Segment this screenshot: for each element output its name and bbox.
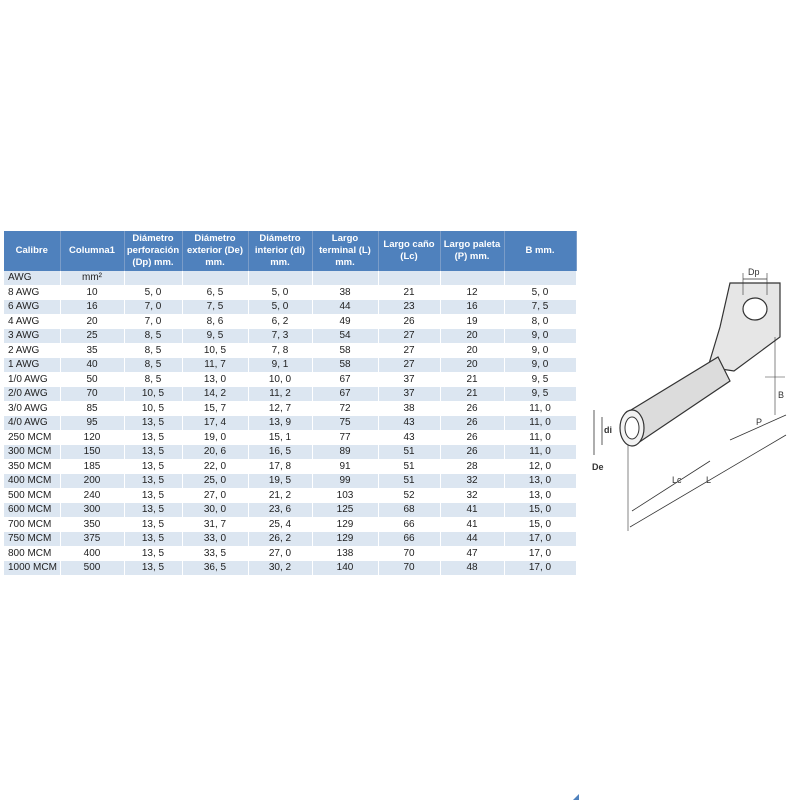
- table-row: [4, 329, 576, 344]
- table-cell: 26, 2: [248, 532, 312, 547]
- table-cell: 70: [378, 561, 440, 576]
- table-cell: 30, 2: [248, 561, 312, 576]
- table-cell: 700 MCM: [4, 517, 60, 532]
- table-cell: 8, 5: [124, 343, 182, 358]
- table-cell: 13, 5: [124, 430, 182, 445]
- table-cell: 72: [312, 401, 378, 416]
- table-cell: 15, 1: [248, 430, 312, 445]
- table-cell: 77: [312, 430, 378, 445]
- table-row: [4, 430, 576, 445]
- table-cell: 17, 0: [504, 561, 576, 576]
- terminal-lug-drawing: [590, 265, 800, 545]
- table-cell: 103: [312, 488, 378, 503]
- table-cell: 9, 0: [504, 358, 576, 373]
- table-cell: 12, 0: [504, 459, 576, 474]
- table-cell: 26: [378, 314, 440, 329]
- table-cell: 32: [440, 488, 504, 503]
- table-cell: 21, 2: [248, 488, 312, 503]
- table-cell: 8, 6: [182, 314, 248, 329]
- table-row: [4, 416, 576, 431]
- table-cell: 400: [60, 546, 124, 561]
- table-row: [4, 372, 576, 387]
- table-cell: 30, 0: [182, 503, 248, 518]
- column-header-7: Largo paleta (P) mm.: [440, 231, 504, 271]
- table-cell: 25, 4: [248, 517, 312, 532]
- table-cell: 52: [378, 488, 440, 503]
- table-cell: 1000 MCM: [4, 561, 60, 576]
- table-cell: 50: [60, 372, 124, 387]
- table-cell: 9, 0: [504, 343, 576, 358]
- table-cell: 19: [440, 314, 504, 329]
- table-cell: 20: [440, 329, 504, 344]
- table-cell: 1 AWG: [4, 358, 60, 373]
- table-cell: 4/0 AWG: [4, 416, 60, 431]
- table-row: [4, 474, 576, 489]
- table-cell: 66: [378, 517, 440, 532]
- table-cell: 2 AWG: [4, 343, 60, 358]
- table-cell: 140: [312, 561, 378, 576]
- table-row: [4, 300, 576, 315]
- table-cell: 11, 0: [504, 401, 576, 416]
- units-cell: mm²: [60, 271, 124, 285]
- table-cell: 750 MCM: [4, 532, 60, 547]
- table-cell: 38: [378, 401, 440, 416]
- table-cell: 8, 5: [124, 358, 182, 373]
- table-cell: 13, 5: [124, 474, 182, 489]
- table-cell: 7, 3: [248, 329, 312, 344]
- table-cell: 129: [312, 532, 378, 547]
- table-cell: 43: [378, 416, 440, 431]
- table-cell: 41: [440, 517, 504, 532]
- column-header-5: Largo terminal (L) mm.: [312, 231, 378, 271]
- column-header-6: Largo caño (Lc): [378, 231, 440, 271]
- table-cell: 3/0 AWG: [4, 401, 60, 416]
- table-cell: 8, 5: [124, 329, 182, 344]
- table-cell: 200: [60, 474, 124, 489]
- table-cell: 48: [440, 561, 504, 576]
- table-cell: 43: [378, 430, 440, 445]
- table-cell: 7, 0: [124, 314, 182, 329]
- table-cell: 15, 0: [504, 503, 576, 518]
- table-row: [4, 503, 576, 518]
- table-cell: 3 AWG: [4, 329, 60, 344]
- table-cell: 600 MCM: [4, 503, 60, 518]
- units-cell: [182, 271, 248, 285]
- table-cell: 185: [60, 459, 124, 474]
- table-cell: 250 MCM: [4, 430, 60, 445]
- table-cell: 32: [440, 474, 504, 489]
- table-cell: 26: [440, 401, 504, 416]
- table-cell: 138: [312, 546, 378, 561]
- table-cell: 17, 8: [248, 459, 312, 474]
- table-cell: 38: [312, 285, 378, 300]
- table-cell: 11, 0: [504, 416, 576, 431]
- table-cell: 15, 7: [182, 401, 248, 416]
- table-row: [4, 532, 576, 547]
- units-cell: [248, 271, 312, 285]
- table-cell: 375: [60, 532, 124, 547]
- table-cell: 16: [60, 300, 124, 315]
- table-cell: 95: [60, 416, 124, 431]
- table-cell: 8, 0: [504, 314, 576, 329]
- table-row: [4, 546, 576, 561]
- table-cell: 16, 5: [248, 445, 312, 460]
- table-cell: 33, 5: [182, 546, 248, 561]
- table-cell: 58: [312, 358, 378, 373]
- table-cell: 13, 0: [504, 488, 576, 503]
- b-label: B: [778, 390, 785, 400]
- table-cell: 11, 7: [182, 358, 248, 373]
- lc-label: Lc: [672, 475, 682, 485]
- table-cell: 13, 5: [124, 488, 182, 503]
- table-cell: 89: [312, 445, 378, 460]
- table-cell: 85: [60, 401, 124, 416]
- units-cell: [378, 271, 440, 285]
- column-header-2: Diámetro perforación (Dp) mm.: [124, 231, 182, 271]
- table-cell: 27: [378, 329, 440, 344]
- lug-hole: [743, 298, 767, 320]
- table-cell: 27: [378, 358, 440, 373]
- table-cell: 13, 5: [124, 561, 182, 576]
- table-cell: 19, 5: [248, 474, 312, 489]
- table-cell: 14, 2: [182, 387, 248, 402]
- column-header-0: Calibre: [4, 231, 60, 271]
- table-cell: 22, 0: [182, 459, 248, 474]
- table-row: [4, 387, 576, 402]
- table-cell: 120: [60, 430, 124, 445]
- table-row: [4, 488, 576, 503]
- table-cell: 1/0 AWG: [4, 372, 60, 387]
- table-cell: 37: [378, 372, 440, 387]
- di-label: di: [604, 425, 612, 435]
- table-cell: 7, 5: [504, 300, 576, 315]
- column-header-1: Columna1: [60, 231, 124, 271]
- table-cell: 20: [60, 314, 124, 329]
- table-cell: 13, 5: [124, 532, 182, 547]
- column-header-4: Diámetro interior (di) mm.: [248, 231, 312, 271]
- dp-label: Dp: [748, 267, 760, 277]
- table-cell: 13, 5: [124, 503, 182, 518]
- table-cell: 11, 2: [248, 387, 312, 402]
- table-cell: 400 MCM: [4, 474, 60, 489]
- table-cell: 51: [378, 445, 440, 460]
- units-cell: [504, 271, 576, 285]
- table-cell: 25: [60, 329, 124, 344]
- table-cell: 13, 0: [182, 372, 248, 387]
- table-cell: 20: [440, 343, 504, 358]
- table-cell: 5, 0: [504, 285, 576, 300]
- table-cell: 19, 0: [182, 430, 248, 445]
- table-row: [4, 517, 576, 532]
- barrel-opening-inner: [625, 417, 639, 439]
- table-cell: 21: [440, 372, 504, 387]
- table-cell: 6, 5: [182, 285, 248, 300]
- table-cell: 11, 0: [504, 445, 576, 460]
- p-label: P: [756, 417, 763, 427]
- table-cell: 5, 0: [248, 300, 312, 315]
- table-cell: 10, 0: [248, 372, 312, 387]
- table-cell: 6, 2: [248, 314, 312, 329]
- table-cell: 4 AWG: [4, 314, 60, 329]
- table-cell: 12: [440, 285, 504, 300]
- units-cell: [440, 271, 504, 285]
- table-cell: 9, 0: [504, 329, 576, 344]
- table-row: [4, 358, 576, 373]
- table-row: [4, 343, 576, 358]
- table-cell: 7, 0: [124, 300, 182, 315]
- column-header-8: B mm.: [504, 231, 576, 271]
- table-cell: 17, 4: [182, 416, 248, 431]
- table-row: [4, 561, 576, 576]
- table-cell: 13, 0: [504, 474, 576, 489]
- table-cell: 36, 5: [182, 561, 248, 576]
- table-cell: 26: [440, 445, 504, 460]
- spec-table-container: [4, 231, 576, 576]
- table-cell: 51: [378, 474, 440, 489]
- table-cell: 37: [378, 387, 440, 402]
- table-row: [4, 445, 576, 460]
- l-label: L: [706, 475, 712, 485]
- table-cell: 21: [378, 285, 440, 300]
- table-cell: 8 AWG: [4, 285, 60, 300]
- table-cell: 13, 5: [124, 459, 182, 474]
- table-cell: 33, 0: [182, 532, 248, 547]
- table-cell: 350: [60, 517, 124, 532]
- table-cell: 26: [440, 416, 504, 431]
- table-cell: 9, 5: [182, 329, 248, 344]
- table-cell: 7, 5: [182, 300, 248, 315]
- table-cell: 125: [312, 503, 378, 518]
- table-cell: 13, 5: [124, 517, 182, 532]
- table-cell: 27, 0: [182, 488, 248, 503]
- table-cell: 70: [378, 546, 440, 561]
- table-cell: 27: [378, 343, 440, 358]
- units-row: [4, 271, 576, 285]
- table-cell: 500 MCM: [4, 488, 60, 503]
- table-cell: 5, 0: [248, 285, 312, 300]
- table-cell: 9, 5: [504, 372, 576, 387]
- table-cell: 75: [312, 416, 378, 431]
- table-cell: 300: [60, 503, 124, 518]
- table-cell: 17, 0: [504, 546, 576, 561]
- table-cell: 21: [440, 387, 504, 402]
- table-cell: 13, 5: [124, 546, 182, 561]
- table-cell: 26: [440, 430, 504, 445]
- units-cell: AWG: [4, 271, 60, 285]
- table-cell: 12, 7: [248, 401, 312, 416]
- table-row: [4, 314, 576, 329]
- table-cell: 70: [60, 387, 124, 402]
- units-cell: [124, 271, 182, 285]
- table-cell: 44: [312, 300, 378, 315]
- table-cell: 20: [440, 358, 504, 373]
- table-cell: 10, 5: [124, 401, 182, 416]
- table-cell: 9, 5: [504, 387, 576, 402]
- table-resize-marker: [573, 794, 579, 800]
- table-cell: 13, 5: [124, 416, 182, 431]
- column-header-3: Diámetro exterior (De) mm.: [182, 231, 248, 271]
- table-cell: 129: [312, 517, 378, 532]
- table-cell: 10: [60, 285, 124, 300]
- table-cell: 91: [312, 459, 378, 474]
- table-cell: 66: [378, 532, 440, 547]
- table-cell: 47: [440, 546, 504, 561]
- table-cell: 350 MCM: [4, 459, 60, 474]
- table-row: [4, 285, 576, 300]
- units-cell: [312, 271, 378, 285]
- table-row: [4, 401, 576, 416]
- table-cell: 68: [378, 503, 440, 518]
- table-cell: 67: [312, 387, 378, 402]
- table-cell: 240: [60, 488, 124, 503]
- table-cell: 54: [312, 329, 378, 344]
- terminal-spec-table: [4, 231, 577, 576]
- table-cell: 49: [312, 314, 378, 329]
- table-cell: 11, 0: [504, 430, 576, 445]
- table-cell: 28: [440, 459, 504, 474]
- table-cell: 67: [312, 372, 378, 387]
- table-cell: 150: [60, 445, 124, 460]
- table-cell: 99: [312, 474, 378, 489]
- de-label: De: [592, 462, 604, 472]
- table-cell: 23: [378, 300, 440, 315]
- table-cell: 44: [440, 532, 504, 547]
- table-cell: 800 MCM: [4, 546, 60, 561]
- table-cell: 300 MCM: [4, 445, 60, 460]
- table-cell: 7, 8: [248, 343, 312, 358]
- table-cell: 5, 0: [124, 285, 182, 300]
- table-cell: 23, 6: [248, 503, 312, 518]
- table-cell: 17, 0: [504, 532, 576, 547]
- table-cell: 2/0 AWG: [4, 387, 60, 402]
- table-cell: 41: [440, 503, 504, 518]
- table-cell: 6 AWG: [4, 300, 60, 315]
- table-cell: 58: [312, 343, 378, 358]
- table-cell: 25, 0: [182, 474, 248, 489]
- table-cell: 500: [60, 561, 124, 576]
- table-cell: 10, 5: [124, 387, 182, 402]
- table-body: [4, 271, 576, 575]
- table-cell: 31, 7: [182, 517, 248, 532]
- table-cell: 8, 5: [124, 372, 182, 387]
- table-cell: 16: [440, 300, 504, 315]
- table-cell: 9, 1: [248, 358, 312, 373]
- table-cell: 13, 5: [124, 445, 182, 460]
- table-cell: 10, 5: [182, 343, 248, 358]
- table-cell: 27, 0: [248, 546, 312, 561]
- table-row: [4, 459, 576, 474]
- table-cell: 13, 9: [248, 416, 312, 431]
- table-header-row: [4, 231, 576, 271]
- table-cell: 35: [60, 343, 124, 358]
- table-cell: 51: [378, 459, 440, 474]
- table-cell: 20, 6: [182, 445, 248, 460]
- table-cell: 40: [60, 358, 124, 373]
- table-cell: 15, 0: [504, 517, 576, 532]
